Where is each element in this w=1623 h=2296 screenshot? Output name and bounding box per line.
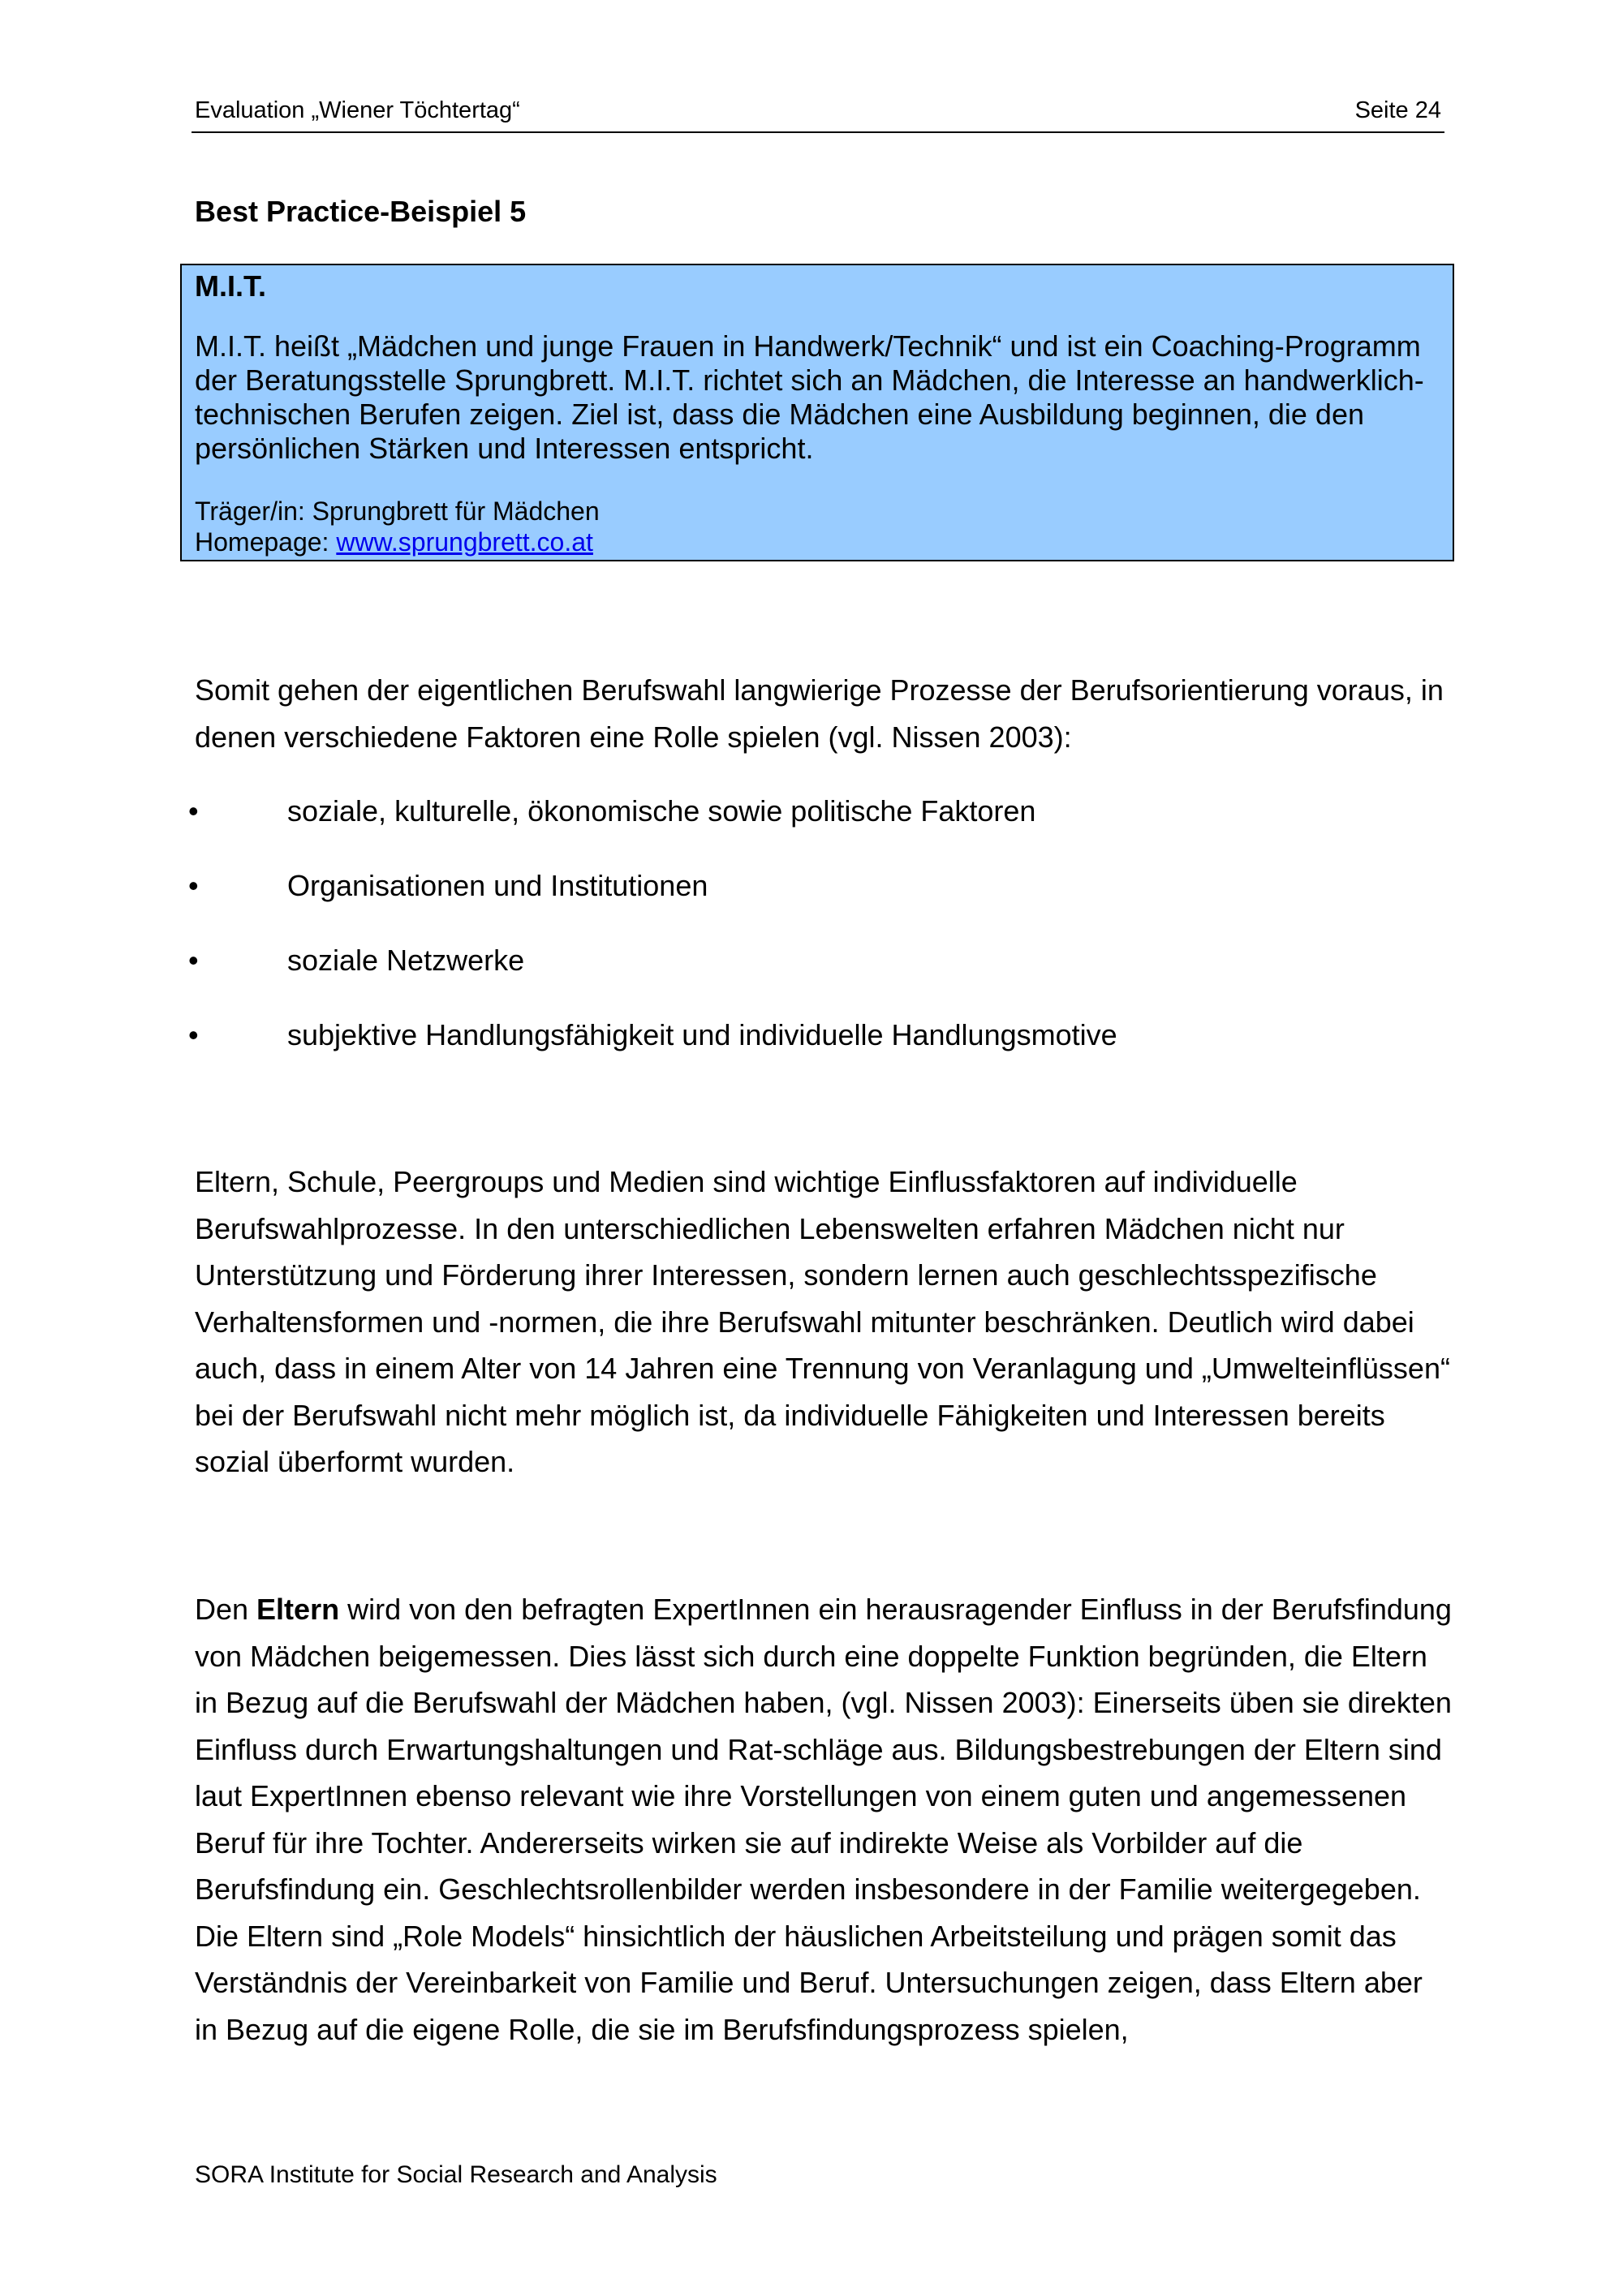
header-document-title: Evaluation „Wiener Töchtertag“ [195, 97, 520, 123]
list-item-text: Organisationen und Institutionen [287, 869, 708, 902]
factor-list [188, 788, 1406, 1086]
header-page-number: Seite 24 [1354, 97, 1441, 123]
list-item-text: soziale Netzwerke [287, 944, 525, 977]
paragraph-eltern-rest: wird von den befragten ExpertInnen ein herausragender Einfluss in der Berufsfindung von Mädchen beigemessen. Dies lässt sich durch eine doppelte Funktion begründen, die Eltern in Bezug auf die Berufswahl der Mädchen haben, (vgl. Nissen 2003): Einerseits üben sie direkten Einfluss durch Erwartungshaltungen und Rat-schläge aus. Bildungsbestrebungen der Eltern sind laut ExpertInnen ebenso relevant wie ihre Vorstellungen von einem guten und angemessenen Beruf für ihre Tochter. Andererseits wirken sie auf indirekte Weise als Vorbilder auf die Berufsfindung ein. Geschlechtsrollenbilder werden insbesondere in der Familie weitergegeben. Die Eltern sind „Role Models“ hinsichtlich der häuslichen Arbeitsteilung und prägen somit das Verständnis der Vereinbarkeit von Familie und Beruf. Untersuchungen zeigen, dass Eltern aber in Bezug auf die eigene Rolle, die sie im Berufsfindungsprozess spielen, [195, 1593, 1452, 2046]
list-item-text: soziale, kulturelle, ökonomische sowie politische Faktoren [287, 794, 1036, 828]
paragraph-eltern [195, 1586, 1453, 2053]
list-item [188, 788, 1406, 862]
section-title: Best Practice-Beispiel 5 [195, 195, 527, 228]
page-footer: SORA Institute for Social Research and Analysis [195, 2161, 717, 2188]
paragraph-intro: Somit gehen der eigentlichen Berufswahl langwierige Prozesse der Berufsorientierung voraus, in denen verschiedene Faktoren eine Rolle spielen (vgl. Nissen 2003): [195, 673, 1444, 754]
page-header [192, 96, 1444, 133]
box-traeger: Träger/in: Sprungbrett für Mädchen [195, 497, 600, 526]
homepage-link[interactable]: www.sprungbrett.co.at [336, 527, 593, 557]
bullet-icon: • [188, 794, 199, 828]
box-title: M.I.T. [195, 269, 266, 303]
box-meta [195, 496, 600, 557]
bullet-icon: • [188, 1018, 199, 1051]
homepage-label: Homepage: [195, 527, 337, 557]
box-description: M.I.T. heißt „Mädchen und junge Frauen in Handwerk/Technik“ und ist ein Coaching-Programm der Beratungsstelle Sprungbrett. M.I.T. richtet sich an Mädchen, die Interesse an handwerklich-technischen Berufen zeigen. Ziel ist, dass die Mädchen eine Ausbildung beginnen, die den persönlichen Stärken und Interessen entspricht. [195, 329, 1424, 465]
best-practice-box [180, 264, 1454, 561]
bullet-icon: • [188, 869, 199, 902]
paragraph-eltern-bold: Eltern [256, 1593, 340, 1626]
list-item [188, 1012, 1406, 1086]
list-item [188, 862, 1406, 937]
paragraph-eltern-lead: Den [195, 1593, 257, 1626]
bullet-icon: • [188, 944, 199, 977]
list-item [188, 937, 1406, 1012]
paragraph-influences: Eltern, Schule, Peergroups und Medien sind wichtige Einflussfaktoren auf individuelle Berufswahlprozesse. In den unterschiedlichen Lebenswelten erfahren Mädchen nicht nur Unterstützung und Förderung ihrer Interessen, sondern lernen auch geschlechtsspezifische Verhaltensformen und -normen, die ihre Berufswahl mitunter beschränken. Deutlich wird dabei auch, dass in einem Alter von 14 Jahren eine Trennung von Veranlagung und „Umwelteinflüssen“ bei der Berufswahl nicht mehr möglich ist, da individuelle Fähigkeiten und Interessen bereits sozial überformt wurden. [195, 1165, 1450, 1478]
box-homepage [195, 527, 600, 557]
list-item-text: subjektive Handlungsfähigkeit und individuelle Handlungsmotive [287, 1018, 1117, 1051]
